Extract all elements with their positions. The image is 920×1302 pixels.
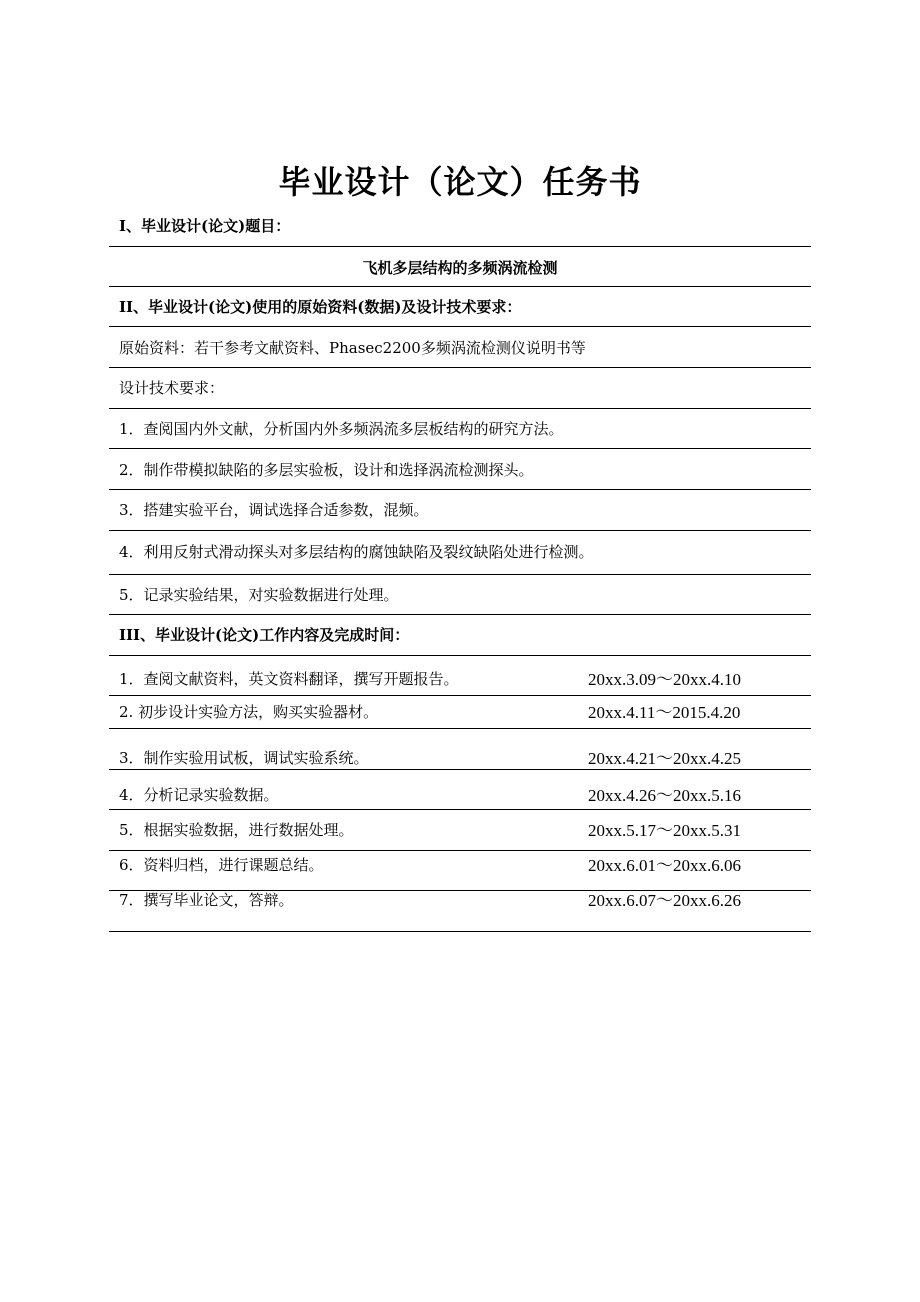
requirement-item: 5．记录实验结果，对实验数据进行处理。 [119, 586, 399, 604]
divider [109, 769, 811, 770]
task-date: 20xx.4.11～2015.4.20 [588, 703, 741, 722]
document-title: 毕业设计（论文）任务书 [278, 163, 642, 201]
divider [109, 655, 811, 656]
divider [109, 448, 811, 449]
divider [109, 530, 811, 531]
divider [109, 574, 811, 575]
requirements-label: 设计技术要求： [119, 379, 225, 397]
divider [109, 809, 811, 810]
divider [109, 326, 811, 327]
divider [109, 931, 811, 932]
task-item: 5．根据实验数据，进行数据处理。 [119, 821, 354, 839]
task-item: 3．制作实验用试板，调试实验系统。 [119, 749, 369, 767]
task-date: 20xx.4.21～20xx.4.25 [588, 749, 741, 768]
requirement-item: 3．搭建实验平台，调试选择合适参数，混频。 [119, 501, 429, 519]
section2-heading: II、毕业设计(论文)使用的原始资料(数据)及设计技术要求： [119, 298, 522, 316]
divider [109, 695, 811, 696]
task-item: 7．撰写毕业论文，答辩。 [119, 891, 294, 909]
divider [109, 850, 811, 851]
task-date: 20xx.3.09～20xx.4.10 [588, 670, 741, 689]
thesis-topic: 飞机多层结构的多频涡流检测 [362, 259, 558, 277]
divider [109, 489, 811, 490]
source-materials: 原始资料：若干参考文献资料、Phasec2200多频涡流检测仪说明书等 [119, 339, 586, 357]
divider [109, 367, 811, 368]
divider [109, 614, 811, 615]
task-date: 20xx.6.01～20xx.6.06 [588, 856, 741, 875]
requirement-item: 1．查阅国内外文献，分析国内外多频涡流多层板结构的研究方法。 [119, 420, 564, 438]
task-item: 4．分析记录实验数据。 [119, 786, 279, 804]
section3-heading: III、毕业设计(论文)工作内容及完成时间： [119, 626, 410, 644]
divider [109, 286, 811, 287]
task-item: 2. 初步设计实验方法，购买实验器材。 [119, 703, 379, 721]
requirement-item: 4．利用反射式滑动探头对多层结构的腐蚀缺陷及裂纹缺陷处进行检测。 [119, 543, 594, 561]
task-date: 20xx.5.17～20xx.5.31 [588, 821, 741, 840]
task-item: 6．资料归档，进行课题总结。 [119, 856, 324, 874]
section1-heading: I、毕业设计(论文)题目： [119, 217, 291, 235]
divider [109, 408, 811, 409]
task-date: 20xx.6.07～20xx.6.26 [588, 891, 741, 910]
task-item: 1．查阅文献资料，英文资料翻译，撰写开题报告。 [119, 670, 459, 688]
task-date: 20xx.4.26～20xx.5.16 [588, 786, 741, 805]
divider [109, 728, 811, 729]
divider [109, 246, 811, 247]
requirement-item: 2．制作带模拟缺陷的多层实验板，设计和选择涡流检测探头。 [119, 461, 534, 479]
